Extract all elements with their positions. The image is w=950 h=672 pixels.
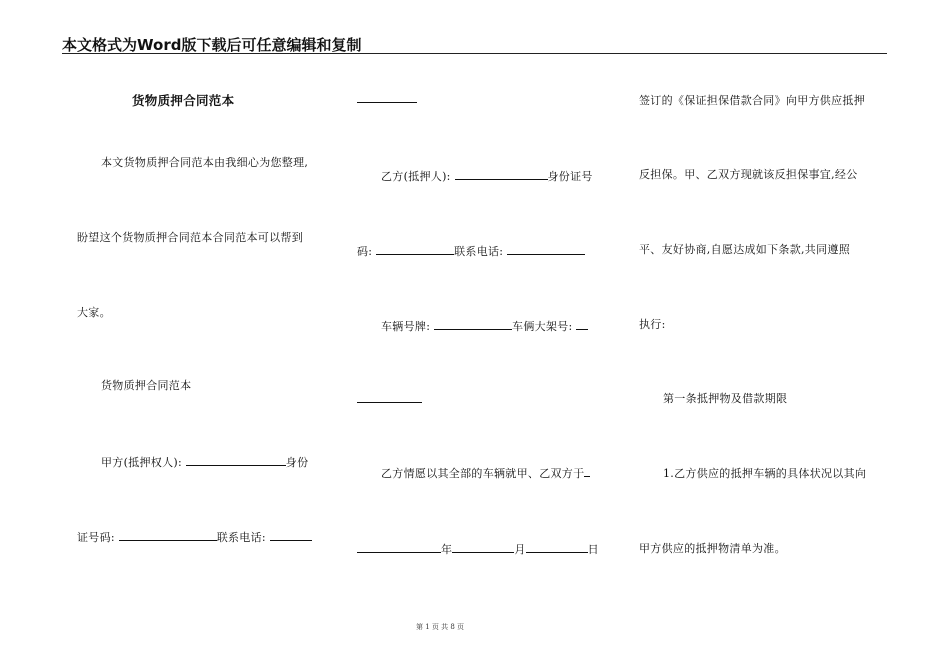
document-banner: 本文格式为Word版下载后可任意编辑和复制 bbox=[62, 36, 362, 54]
intro-line-2: 盼望这个货物质押合同范本合同范本可以帮到 bbox=[77, 231, 303, 244]
party-a-line-2 bbox=[77, 529, 312, 545]
item-1-line-2: 甲方供应的抵押物清单为准。 bbox=[639, 542, 786, 555]
frame-label: 车俩大架号: bbox=[512, 320, 573, 333]
carryover-blank-line bbox=[357, 91, 417, 107]
party-b-phone-blank bbox=[507, 243, 585, 255]
contract-subtitle: 货物质押合同范本 bbox=[101, 379, 192, 392]
party-b-id-label: 身份证号 bbox=[547, 170, 593, 183]
day-blank bbox=[526, 541, 588, 553]
party-b-id-blank bbox=[376, 243, 454, 255]
carryover-blank bbox=[357, 91, 417, 103]
party-b-name-blank bbox=[455, 168, 548, 180]
intro-line-3: 大家。 bbox=[77, 306, 111, 319]
col3-line-3: 平、友好协商,自愿达成如下条款,共同遵照 bbox=[639, 243, 850, 256]
party-a-label: 甲方(抵押权人): bbox=[101, 456, 182, 469]
party-b-line-2 bbox=[357, 243, 585, 259]
party-b-code-label: 码: bbox=[357, 245, 373, 258]
party-a-line-1 bbox=[101, 454, 308, 470]
frame-blank-line bbox=[357, 391, 422, 407]
month-label: 月 bbox=[514, 543, 526, 556]
plate-blank bbox=[434, 318, 512, 330]
party-b-phone-label: 联系电话: bbox=[454, 245, 504, 258]
document-title: 货物质押合同范本 bbox=[132, 93, 235, 108]
date-line bbox=[357, 541, 599, 557]
frame-blank-cont bbox=[357, 391, 422, 403]
year-blank bbox=[357, 541, 441, 553]
header-divider bbox=[62, 53, 887, 54]
col3-line-1: 签订的《保证担保借款合同》向甲方供应抵押 bbox=[639, 94, 865, 107]
party-a-id-label-2: 证号码: bbox=[77, 531, 115, 544]
party-a-phone-blank bbox=[270, 529, 312, 541]
party-a-id-label: 身份 bbox=[285, 456, 309, 469]
col3-line-2: 反担保。甲、乙双方现就该反担保事宜,经公 bbox=[639, 168, 858, 181]
party-a-phone-label: 联系电话: bbox=[216, 531, 266, 544]
day-label: 日 bbox=[587, 543, 599, 556]
article-1-heading: 第一条抵押物及借款期限 bbox=[663, 392, 788, 405]
frame-blank bbox=[576, 318, 588, 330]
agreement-blank bbox=[584, 465, 590, 477]
intro-line-1: 本文货物质押合同范本由我细心为您整理, bbox=[101, 156, 309, 169]
agreement-text: 乙方情愿以其全部的车辆就甲、乙双方于 bbox=[381, 467, 585, 480]
party-a-id-blank bbox=[119, 529, 217, 541]
month-blank bbox=[452, 541, 514, 553]
party-b-label: 乙方(抵押人): bbox=[381, 170, 451, 183]
year-label: 年 bbox=[441, 543, 453, 556]
party-b-line-1 bbox=[381, 168, 593, 184]
col3-line-4: 执行: bbox=[639, 318, 666, 331]
agreement-line bbox=[381, 465, 590, 481]
plate-label: 车辆号牌: bbox=[381, 320, 431, 333]
party-a-name-blank bbox=[186, 454, 286, 466]
vehicle-line bbox=[381, 318, 588, 334]
page-footer: 第 1 页 共 8 页 bbox=[415, 623, 465, 631]
item-1-line-1: 1.乙方供应的抵押车辆的具体状况以其向 bbox=[663, 467, 867, 480]
